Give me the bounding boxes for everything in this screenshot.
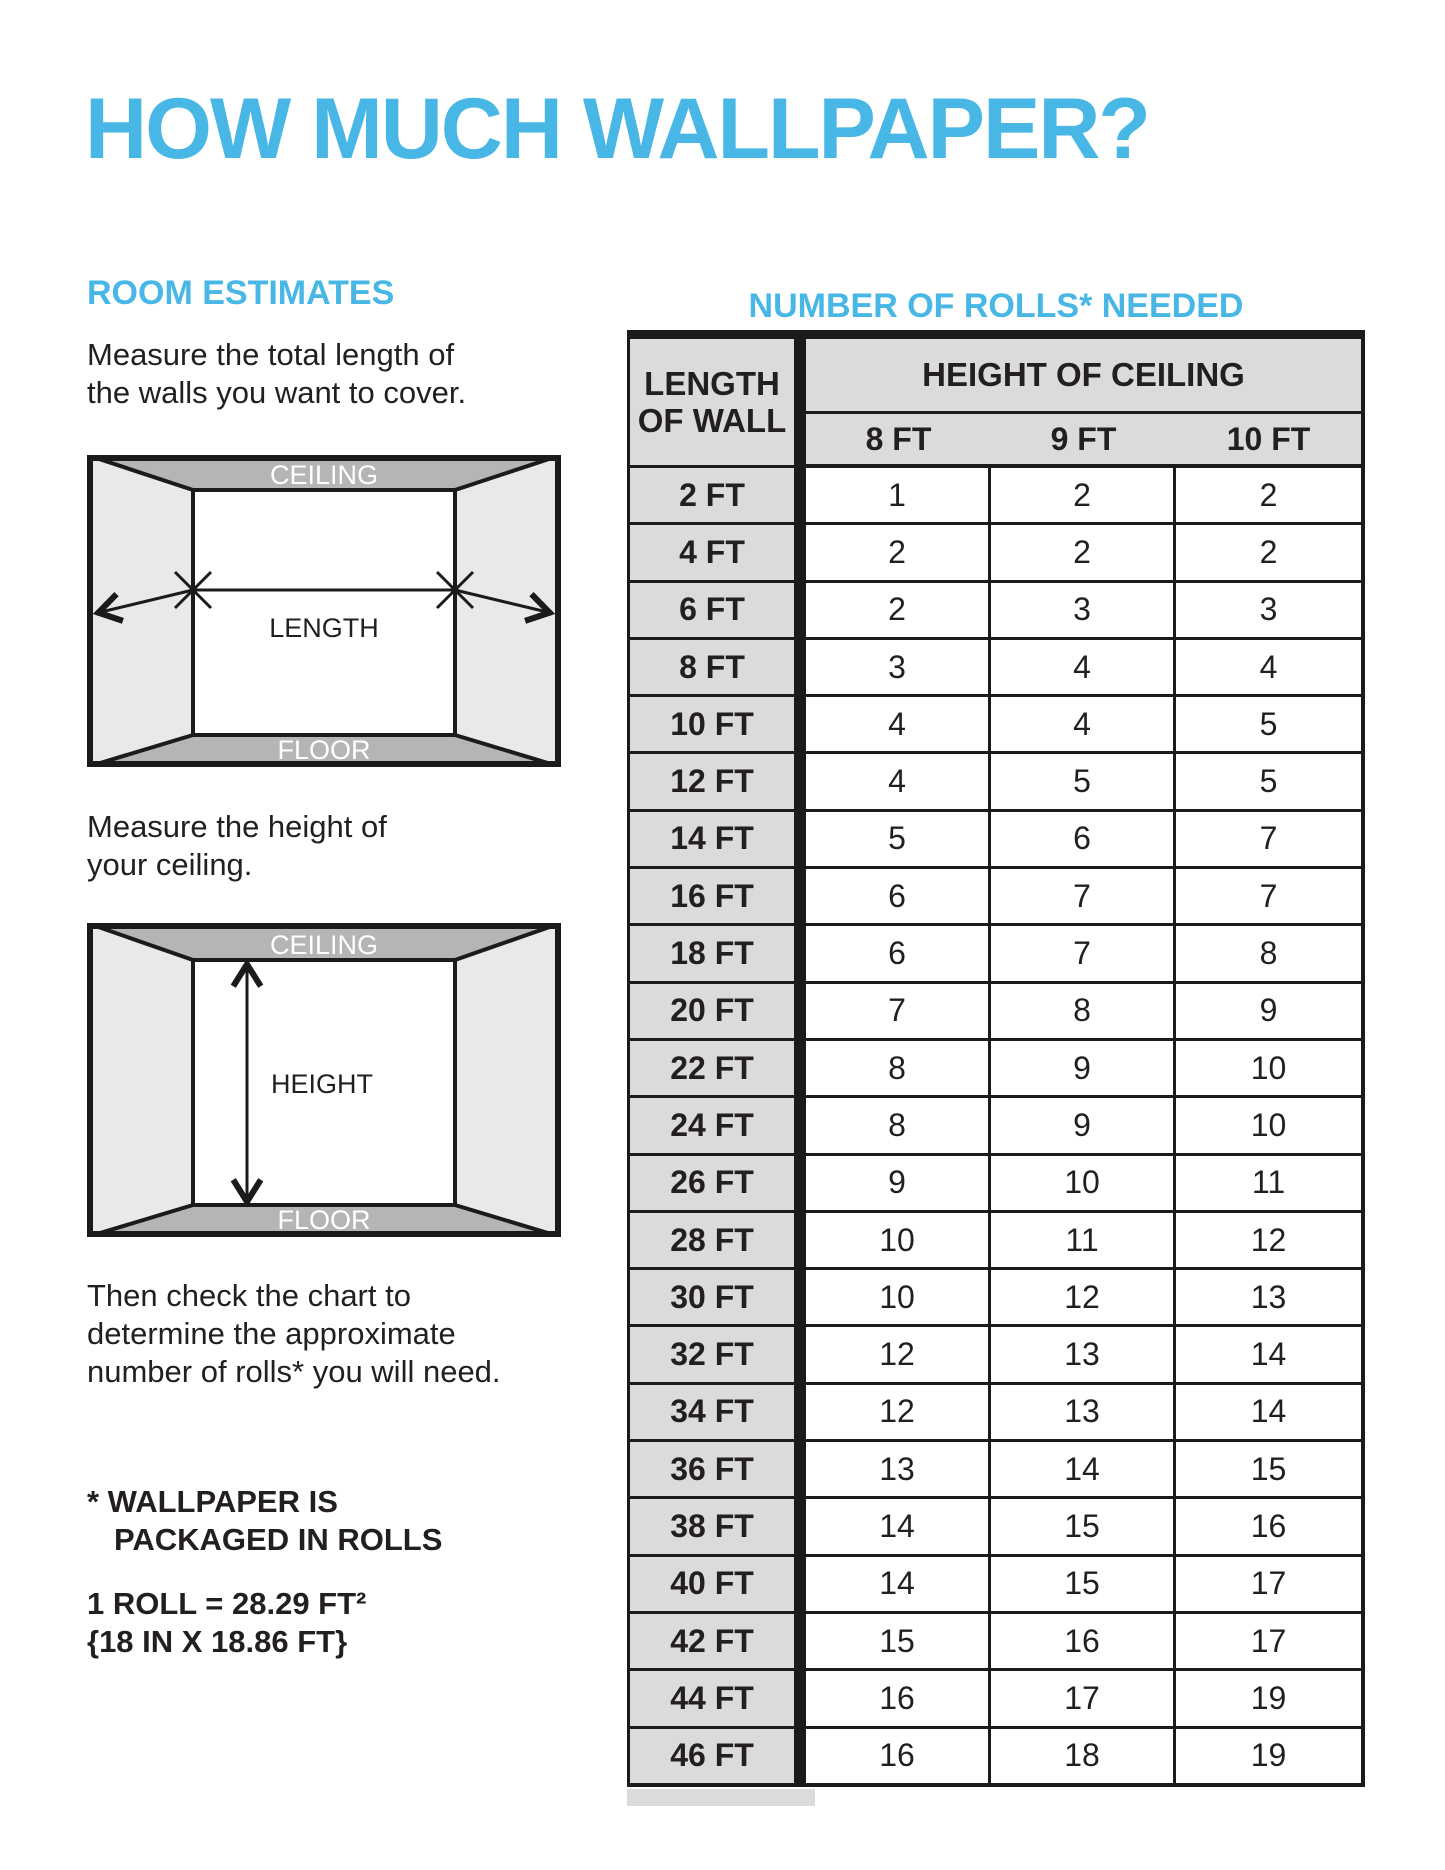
wall-length-cell: 10 FT (630, 697, 806, 751)
roll-count-cell: 13 (806, 1442, 991, 1496)
table-row (630, 1671, 1361, 1728)
length-label: LENGTH (269, 613, 379, 643)
roll-count-cell: 14 (991, 1442, 1176, 1496)
roll-count-cell: 4 (991, 697, 1176, 751)
header-right (806, 339, 1361, 468)
table-row (630, 640, 1361, 697)
wallpaper-rolls-footnote (87, 1483, 442, 1559)
roll-count-cell: 3 (991, 583, 1176, 637)
wall-length-cell: 42 FT (630, 1614, 806, 1668)
corner-header-length-of-wall (630, 339, 806, 468)
roll-count-cell: 19 (1176, 1729, 1361, 1783)
roll-count-cell: 12 (806, 1327, 991, 1381)
table-row (630, 1499, 1361, 1556)
table-row (630, 926, 1361, 983)
table-row (630, 1442, 1361, 1499)
table-row (630, 1557, 1361, 1614)
roll-count-cell: 2 (1176, 525, 1361, 579)
roll-size-line: 1 ROLL = 28.29 FT² (87, 1586, 367, 1621)
footnote-line: * WALLPAPER IS (87, 1484, 338, 1519)
roll-count-cell: 17 (1176, 1614, 1361, 1668)
section-heading-room-estimates: ROOM ESTIMATES (87, 274, 395, 312)
roll-count-cell: 8 (806, 1041, 991, 1095)
instruction-line: the walls you want to cover. (87, 375, 467, 410)
roll-count-cell: 16 (806, 1671, 991, 1725)
roll-count-cell: 6 (806, 869, 991, 923)
roll-count-cell: 13 (991, 1385, 1176, 1439)
roll-count-cell: 8 (991, 984, 1176, 1038)
wall-length-cell: 30 FT (630, 1270, 806, 1324)
wall-length-cell: 34 FT (630, 1385, 806, 1439)
roll-count-cell: 10 (1176, 1098, 1361, 1152)
roll-count-cell: 9 (1176, 984, 1361, 1038)
table-heading: NUMBER OF ROLLS* NEEDED (748, 287, 1244, 325)
roll-count-cell: 9 (991, 1041, 1176, 1095)
table-row (630, 583, 1361, 640)
roll-count-cell: 4 (806, 754, 991, 808)
wall-length-cell: 22 FT (630, 1041, 806, 1095)
roll-count-cell: 6 (806, 926, 991, 980)
table-header (630, 339, 1361, 468)
roll-count-cell: 5 (1176, 697, 1361, 751)
wall-length-cell: 16 FT (630, 869, 806, 923)
roll-count-cell: 18 (991, 1729, 1176, 1783)
wall-length-cell: 20 FT (630, 984, 806, 1038)
column-group-header: HEIGHT OF CEILING (806, 339, 1361, 414)
roll-count-cell: 9 (991, 1098, 1176, 1152)
room-length-diagram (87, 455, 561, 767)
roll-count-cell: 4 (991, 640, 1176, 694)
wall-length-cell: 36 FT (630, 1442, 806, 1496)
table-row (630, 1041, 1361, 1098)
column-header-10ft: 10 FT (1226, 420, 1311, 457)
roll-count-cell: 4 (1176, 640, 1361, 694)
table-footer-stub (627, 1789, 815, 1806)
roll-count-cell: 8 (806, 1098, 991, 1152)
wall-length-cell: 40 FT (630, 1557, 806, 1611)
roll-count-cell: 11 (1176, 1156, 1361, 1210)
roll-count-cell: 4 (806, 697, 991, 751)
roll-count-cell: 10 (1176, 1041, 1361, 1095)
roll-count-cell: 13 (991, 1327, 1176, 1381)
table-row (630, 1156, 1361, 1213)
instruction-check-chart (87, 1277, 501, 1391)
left-wall (87, 923, 193, 1237)
right-wall (455, 923, 561, 1237)
column-header-8ft: 8 FT (865, 420, 932, 457)
wall-length-cell: 4 FT (630, 525, 806, 579)
roll-count-cell: 10 (806, 1270, 991, 1324)
roll-count-cell: 17 (1176, 1557, 1361, 1611)
roll-count-cell: 6 (991, 812, 1176, 866)
wall-length-cell: 44 FT (630, 1671, 806, 1725)
ceiling-label: CEILING (269, 930, 379, 960)
wall-length-cell: 24 FT (630, 1098, 806, 1152)
column-headers (806, 414, 1361, 468)
roll-count-cell: 7 (1176, 869, 1361, 923)
instruction-measure-length (87, 336, 466, 412)
roll-count-cell: 15 (991, 1499, 1176, 1553)
table-row (630, 1385, 1361, 1442)
roll-count-cell: 1 (806, 468, 991, 522)
roll-count-cell: 14 (806, 1557, 991, 1611)
footnote-line: PACKAGED IN ROLLS (114, 1522, 443, 1557)
roll-count-cell: 12 (1176, 1213, 1361, 1267)
roll-count-cell: 16 (806, 1729, 991, 1783)
roll-count-cell: 9 (806, 1156, 991, 1210)
room-height-diagram (87, 923, 561, 1237)
page-title: HOW MUCH WALLPAPER? (85, 81, 1149, 177)
table-row (630, 869, 1361, 926)
table-row (630, 468, 1361, 525)
wall-length-cell: 46 FT (630, 1729, 806, 1783)
column-header-9ft: 9 FT (1050, 420, 1117, 457)
table-row (630, 1614, 1361, 1671)
roll-size-line: {18 IN X 18.86 FT} (87, 1624, 348, 1659)
floor-label: FLOOR (277, 735, 371, 765)
roll-count-cell: 14 (806, 1499, 991, 1553)
ceiling-label: CEILING (269, 460, 379, 490)
roll-count-cell: 16 (1176, 1499, 1361, 1553)
wall-length-cell: 28 FT (630, 1213, 806, 1267)
corner-header-line: LENGTH (644, 364, 780, 402)
roll-count-cell: 19 (1176, 1671, 1361, 1725)
roll-count-cell: 14 (1176, 1385, 1361, 1439)
instruction-line: Measure the total length of (87, 337, 455, 372)
roll-count-cell: 2 (806, 583, 991, 637)
wall-length-cell: 32 FT (630, 1327, 806, 1381)
wall-length-cell: 18 FT (630, 926, 806, 980)
roll-count-cell: 15 (1176, 1442, 1361, 1496)
roll-count-cell: 12 (991, 1270, 1176, 1324)
roll-count-cell: 14 (1176, 1327, 1361, 1381)
roll-count-cell: 2 (991, 468, 1176, 522)
roll-count-cell: 15 (806, 1614, 991, 1668)
table-body (630, 468, 1361, 1787)
wall-length-cell: 12 FT (630, 754, 806, 808)
table-row (630, 812, 1361, 869)
table-row (630, 1098, 1361, 1155)
roll-count-cell: 15 (991, 1557, 1176, 1611)
roll-count-cell: 2 (1176, 468, 1361, 522)
roll-count-cell: 7 (991, 869, 1176, 923)
roll-size-note (87, 1585, 366, 1661)
instruction-line: number of rolls* you will need. (87, 1354, 501, 1389)
floor-label: FLOOR (277, 1205, 371, 1235)
table-row (630, 1270, 1361, 1327)
wall-length-cell: 14 FT (630, 812, 806, 866)
roll-count-cell: 2 (806, 525, 991, 579)
roll-count-cell: 5 (806, 812, 991, 866)
roll-count-cell: 10 (806, 1213, 991, 1267)
rolls-needed-table (627, 330, 1365, 1787)
roll-count-cell: 7 (806, 984, 991, 1038)
roll-count-cell: 12 (806, 1385, 991, 1439)
wall-length-cell: 8 FT (630, 640, 806, 694)
roll-count-cell: 3 (806, 640, 991, 694)
table-row (630, 754, 1361, 811)
instruction-line: your ceiling. (87, 847, 253, 882)
table-row (630, 1729, 1361, 1787)
roll-count-cell: 5 (991, 754, 1176, 808)
roll-count-cell: 17 (991, 1671, 1176, 1725)
table-row (630, 525, 1361, 582)
table-row (630, 1327, 1361, 1384)
wall-length-cell: 2 FT (630, 468, 806, 522)
roll-count-cell: 7 (1176, 812, 1361, 866)
instruction-measure-height (87, 808, 387, 884)
roll-count-cell: 16 (991, 1614, 1176, 1668)
corner-header-line: OF WALL (637, 402, 787, 439)
roll-count-cell: 8 (1176, 926, 1361, 980)
wall-length-cell: 6 FT (630, 583, 806, 637)
roll-count-cell: 10 (991, 1156, 1176, 1210)
table-row (630, 697, 1361, 754)
roll-count-cell: 11 (991, 1213, 1176, 1267)
roll-count-cell: 13 (1176, 1270, 1361, 1324)
table-row (630, 984, 1361, 1041)
wall-length-cell: 38 FT (630, 1499, 806, 1553)
instruction-line: determine the approximate (87, 1316, 456, 1351)
table-row (630, 1213, 1361, 1270)
instruction-line: Then check the chart to (87, 1278, 411, 1313)
wall-length-cell: 26 FT (630, 1156, 806, 1210)
instruction-line: Measure the height of (87, 809, 387, 844)
roll-count-cell: 7 (991, 926, 1176, 980)
height-label: HEIGHT (271, 1069, 374, 1099)
roll-count-cell: 5 (1176, 754, 1361, 808)
roll-count-cell: 2 (991, 525, 1176, 579)
roll-count-cell: 3 (1176, 583, 1361, 637)
